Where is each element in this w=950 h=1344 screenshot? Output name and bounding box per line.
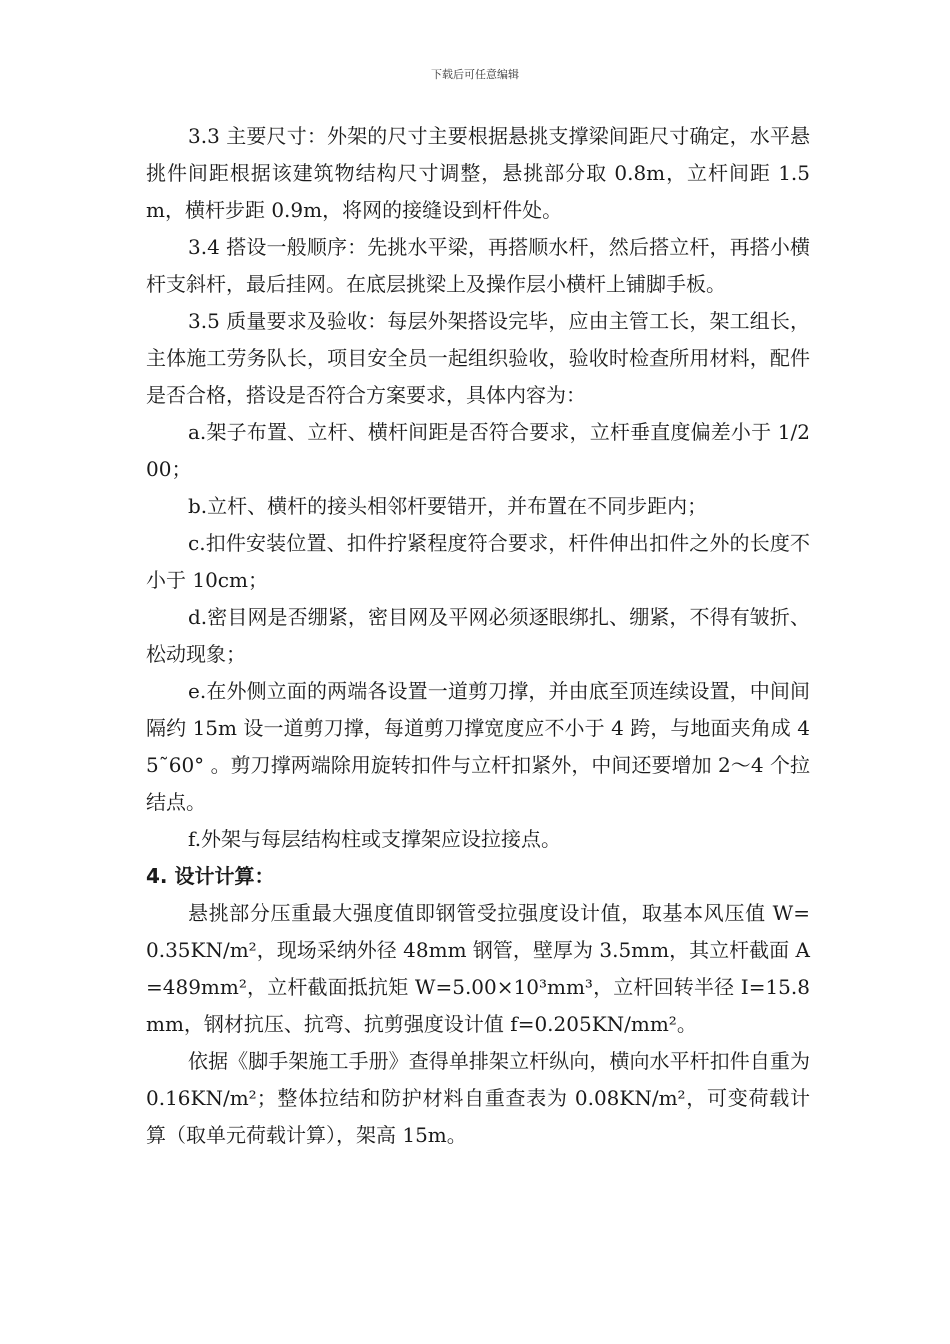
page-header-note: 下载后可任意编辑 [431,68,519,81]
list-item-c: c.扣件安装位置、扣件拧紧程度符合要求，杆件伸出扣件之外的长度不小于 10cm； [146,531,810,592]
list-item-f: f.外架与每层结构柱或支撑架应设拉接点。 [188,827,562,851]
paragraph-main-dimensions: 3.3 主要尺寸：外架的尺寸主要根据悬挑支撑梁间距尺寸确定，水平悬挑件间距根据该建筑物结构尺寸调整，悬挑部分取 0.8m，立杆间距 1.5m，横杆步距 0.9m，将网的接缝设到杆件处。 [146,124,810,222]
list-item-b: b.立杆、横杆的接头相邻杆要错开，并布置在不同步距内； [188,494,708,518]
paragraph-quality-acceptance: 3.5 质量要求及验收：每层外架搭设完毕，应由主管工长，架工组长，主体施工劳务队长，项目安全员一起组织验收，验收时检查所用材料，配件是否合格，搭设是否符合方案要求，具体内容为： [146,309,810,407]
list-item-d: d.密目网是否绷紧，密目网及平网必须逐眼绑扎、绷紧，不得有皱折、松动现象； [146,605,810,666]
section-heading-design-calculation: 4. 设计计算： [146,864,275,888]
document-body [146,118,810,1154]
paragraph-load-values: 悬挑部分压重最大强度值即钢管受拉强度设计值，取基本风压值 W=0.35KN/m²，现场采纳外径 48mm 钢管，壁厚为 3.5mm，其立杆截面 A=489mm²，立杆截面抵抗矩 W=5.00×10³mm³，立杆回转半径 I=15.8mm，钢材抗压、抗弯、抗剪强度设计值 f=0.205KN/mm²。 [146,901,810,1036]
paragraph-handbook-reference: 依据《脚手架施工手册》查得单排架立杆纵向，横向水平杆扣件自重为 0.16KN/m²；整体拉结和防护材料自重查表为 0.08KN/m²，可变荷载计算（取单元荷载计算），架高 15m。 [146,1049,810,1147]
paragraph-erection-sequence: 3.4 搭设一般顺序：先挑水平梁，再搭顺水杆，然后搭立杆，再搭小横杆支斜杆，最后挂网。在底层挑梁上及操作层小横杆上铺脚手板。 [146,235,810,296]
list-item-e: e.在外侧立面的两端各设置一道剪刀撑，并由底至顶连续设置，中间间隔约 15m 设一道剪刀撑，每道剪刀撑宽度应不小于 4 跨，与地面夹角成 45˜60° 。剪刀撑两端除用旋转扣件与立杆扣紧外，中间还要增加 2～4 个拉结点。 [146,679,810,814]
list-item-a: a.架子布置、立杆、横杆间距是否符合要求，立杆垂直度偏差小于 1/200； [146,420,810,481]
